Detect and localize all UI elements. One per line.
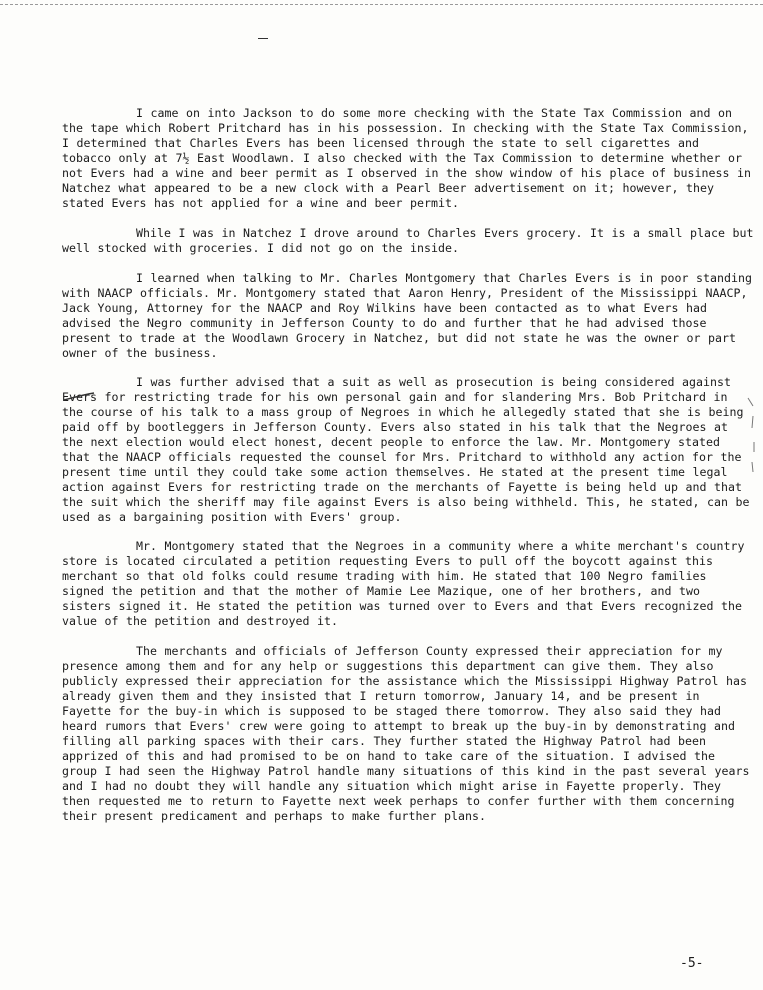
top-tick-mark bbox=[258, 38, 268, 39]
margin-bracket-icon bbox=[745, 396, 757, 476]
paragraph-suit-prosecution: I was further advised that a suit as well as prosecution is being considered against Evers for restricting trade for his own personal gain and for slandering Mrs. Bob Pritchard in the course of his talk to a mass group of Negroes in which he allegedly stated that she is being paid off by bootleggers in Jefferson County. Evers also stated in his talk that the Negroes at the next election would elect honest, decent people to enforce the law. Mr. Montgomery stated that the NAACP officials requested the counsel for Mrs. Pritchard to withhold any action for the present time until they could take some action themselves. He stated at the present time legal action against Evers for restricting trade on the merchants of Fayette is being held up and that the suit which the sheriff may file against Evers is also being withheld. This, he stated, can be used as a bargaining position with Evers' group. bbox=[62, 375, 750, 524]
paragraph-naacp-standing: I learned when talking to Mr. Charles Montgomery that Charles Evers is in poor standing with NAACP officials. Mr. Montgomery stated that Aaron Henry, President of the Mississippi NAACP, Jack Young, Attorney for the NAACP and Roy Wilkins have been contacted as to what Evers had advised the Negro community in Jefferson County to do and further that he had advised those present to trade at the Woodlawn Grocery in Natchez, but did not state he was the owner or part owner of the business. bbox=[62, 271, 753, 360]
paragraph-tax-commission: I came on into Jackson to do some more checking with the State Tax Commission and on the tape which Robert Pritchard has in his possession. In checking with the State Tax Commission, I determined that Charles Evers has been licensed through the state to sell cigarettes and tobacco only at 7½ East Woodlawn. I also checked with the Tax Commission to determine whether or not Evers had a wine and beer permit as I observed in the show window of his place of business in Natchez what appeared to be a new clock with a Pearl Beer advertisement on it; however, they stated Evers has not applied for a wine and beer permit. bbox=[62, 106, 752, 210]
pen-stroke-icon bbox=[62, 392, 96, 402]
paragraph-natchez-grocery: While I was in Natchez I drove around to Charles Evers grocery. It is a small place but well stocked with groceries. I did not go on the inside. bbox=[62, 226, 754, 255]
page-number: -5- bbox=[680, 956, 704, 971]
document-body bbox=[62, 106, 754, 838]
paragraph-merchants-appreciation: The merchants and officials of Jefferson County expressed their appreciation for my presence among them and for any help or suggestions this department can give them. They also publicly expressed their appreciation for the assistance which the Mississippi Highway Patrol has already given them and they insisted that I return tomorrow, January 14, and be present in Fayette for the buy-in which is supposed to be staged there tomorrow. They also said they had heard rumors that Evers' crew were going to attempt to break up the buy-in by demonstrating and filling all parking spaces with their cars. They further stated the Highway Patrol had been apprized of this and had promised to be on hand to take care of the situation. I advised the group I had seen the Highway Patrol handle many situations of this kind in the past several years and I had no doubt they will handle any situation which might arise in Fayette properly. They then requested me to return to Fayette next week perhaps to confer further with them concerning their present predicament and perhaps to make further plans. bbox=[62, 644, 750, 823]
top-dashed-rule bbox=[0, 4, 763, 5]
paragraph-petition: Mr. Montgomery stated that the Negroes in a community where a white merchant's country store is located circulated a petition requesting Evers to pull off the boycott against this merchant so that old folks could resume trading with him. He stated that 100 Negro families signed the petition and that the mother of Mamie Lee Mazique, one of her brothers, and two sisters signed it. He stated the petition was turned over to Evers and that Evers recognized the value of the petition and destroyed it. bbox=[62, 539, 745, 628]
